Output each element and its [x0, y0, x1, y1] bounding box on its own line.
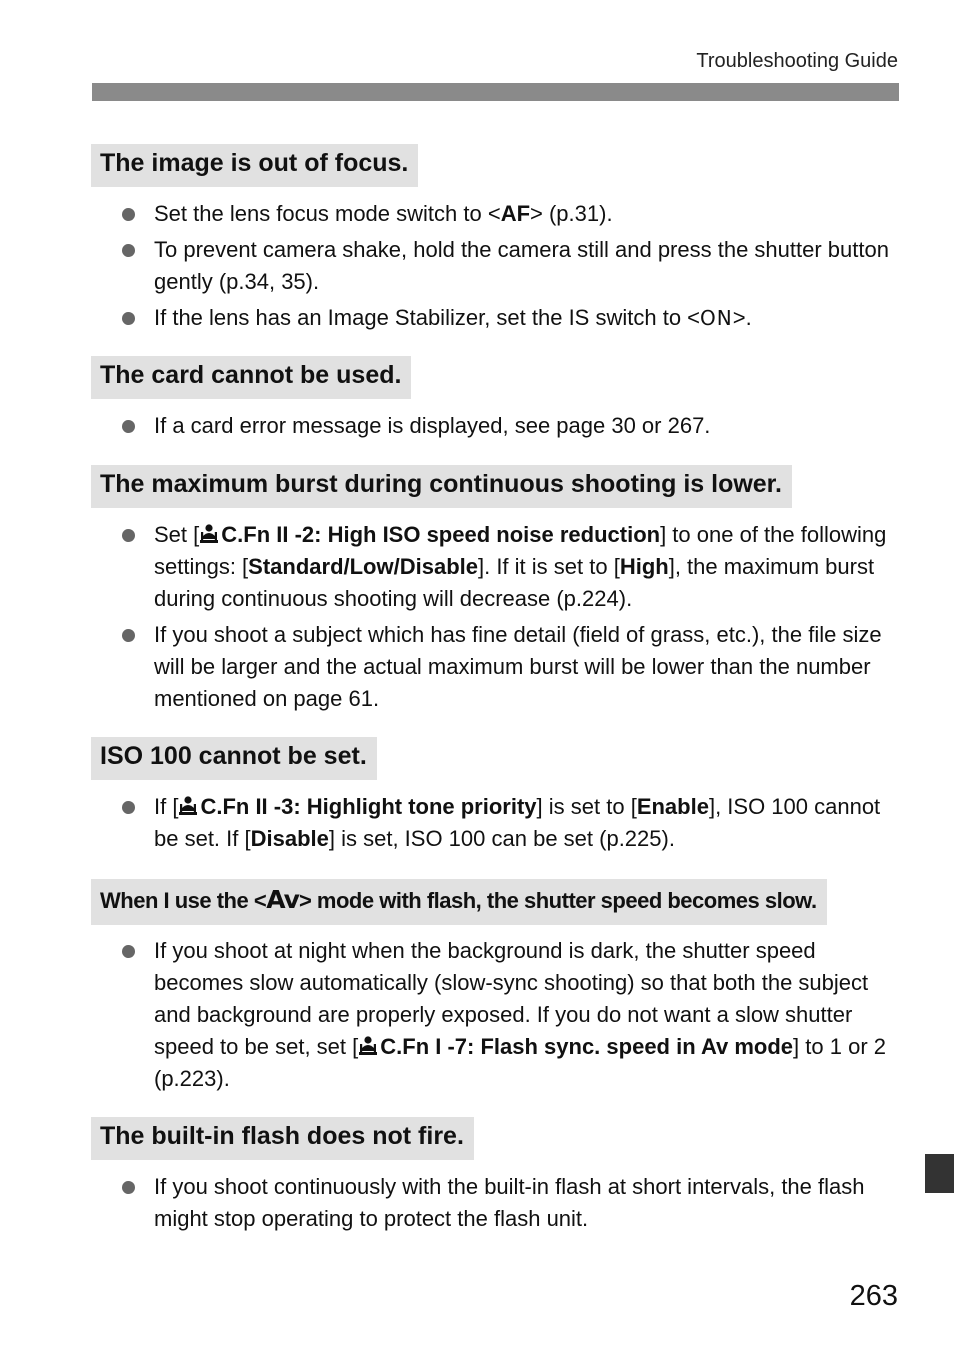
- section-title: The card cannot be used.: [91, 356, 411, 399]
- on-switch-mark: ON: [700, 306, 733, 330]
- list-item: If [ C.Fn II -3: Highlight tone priority] is set to [Enable], ISO 100 cannot be set. If [Disable] is set, ISO 100 can be set (p.225).: [91, 791, 903, 855]
- list-item: If you shoot at night when the background is dark, the shutter speed becomes slow automatically (slow-sync shooting) so that both the subject and background are properly exposed. If you do not want a slow shutter speed to be set, set [ C.Fn I -7: Flash sync. speed in Av mode] to 1 or 2 (p.223).: [91, 935, 903, 1095]
- chapter-tab: [925, 1154, 954, 1193]
- section-card: [91, 356, 903, 446]
- running-head: Troubleshooting Guide: [696, 50, 898, 72]
- section-title: ISO 100 cannot be set.: [91, 737, 377, 780]
- list-item: If a card error message is displayed, see page 30 or 267.: [91, 410, 903, 442]
- list-item: Set [ C.Fn II -2: High ISO speed noise reduction] to one of the following settings: [Standard/Low/Disable]. If it is set to [High], the maximum burst during continuous shooting will decrease (p.224).: [91, 519, 903, 615]
- custom-function-icon: [178, 795, 198, 817]
- section-title: When I use the <Av> mode with flash, the shutter speed becomes slow.: [91, 879, 827, 925]
- list-item: If you shoot continuously with the built-in flash at short intervals, the flash might stop operating to protect the flash unit.: [91, 1171, 903, 1235]
- custom-function-icon: [199, 523, 219, 545]
- section-out-of-focus: [91, 144, 903, 338]
- section-av-flash: [91, 879, 903, 1099]
- list-item: To prevent camera shake, hold the camera still and press the shutter button gently (p.34, 35).: [91, 234, 903, 298]
- page-number: 263: [849, 1280, 898, 1312]
- section-iso-100: [91, 737, 903, 859]
- section-title: The maximum burst during continuous shooting is lower.: [91, 465, 792, 508]
- av-mode-mark: Av: [266, 885, 299, 914]
- header-rule: [92, 83, 899, 101]
- section-title: The image is out of focus.: [91, 144, 418, 187]
- custom-function-icon: [358, 1035, 378, 1057]
- list-item: If you shoot a subject which has fine detail (field of grass, etc.), the file size will be larger and the actual maximum burst will be lower than the number mentioned on page 61.: [91, 619, 903, 715]
- list-item: Set the lens focus mode switch to <AF> (p.31).: [91, 198, 903, 230]
- section-title: The built-in flash does not fire.: [91, 1117, 474, 1160]
- section-max-burst: [91, 465, 903, 719]
- list-item: If the lens has an Image Stabilizer, set the IS switch to <ON>.: [91, 302, 903, 334]
- section-built-in-flash: [91, 1117, 903, 1239]
